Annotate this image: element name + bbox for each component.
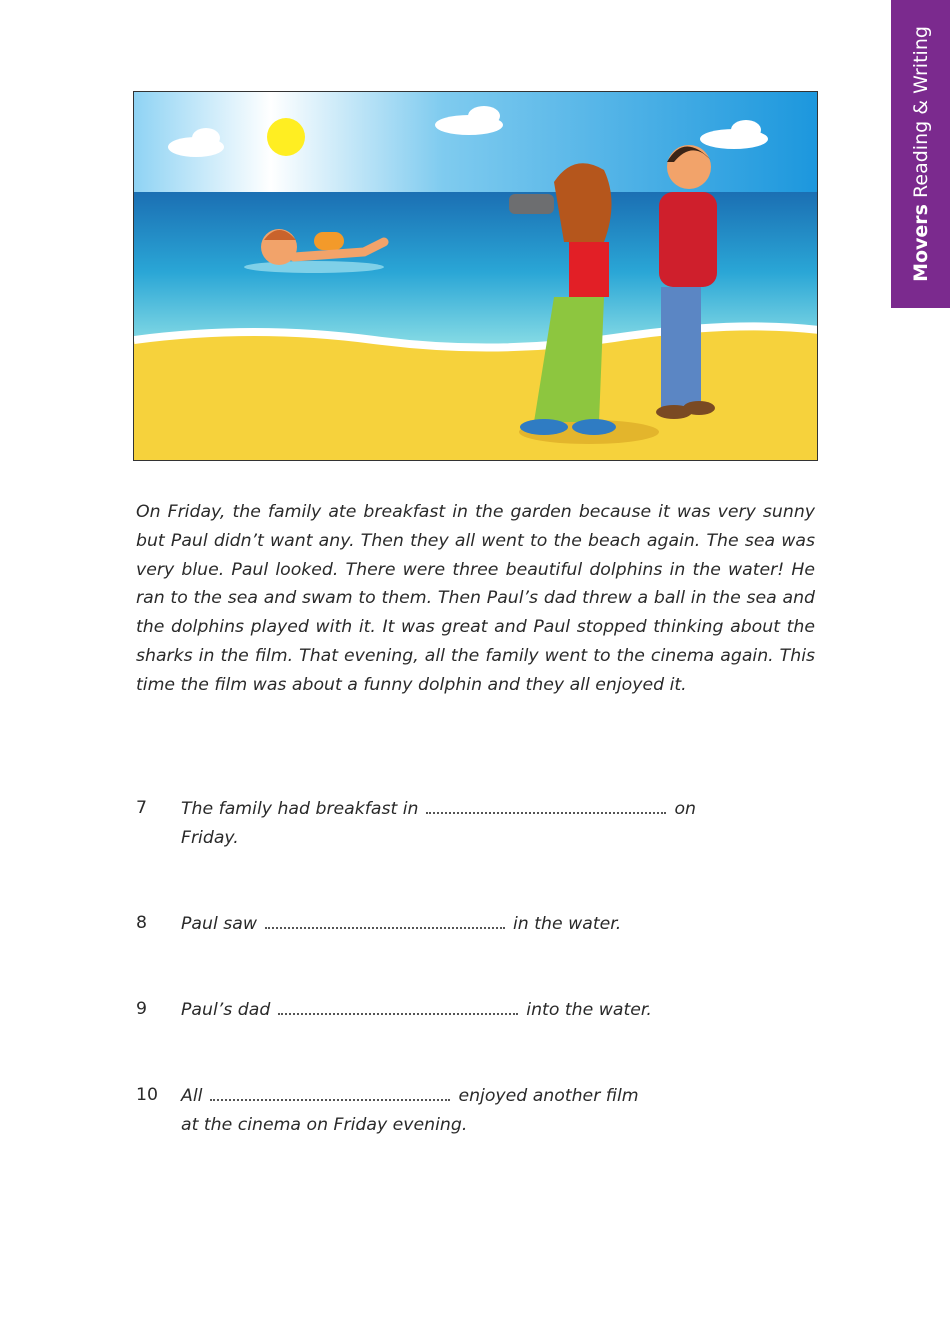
question-text: Friday. bbox=[181, 828, 239, 848]
beach-illustration bbox=[133, 91, 818, 461]
story-text: On Friday, the family ate breakfast in the garden because it was very sunny but Paul didn’t want any. Then they all went to the beach again. The sea was very blue. Paul looked. There were three beautiful dolphins in the water! He ran to the sea and swam to them. Then Paul’s dad threw a ball in the sea and the dolphins played with it. It was great and Paul stopped thinking about the sharks in the film. That evening, all the family went to the cinema again. This time the film was about a funny dolphin and they all enjoyed it. bbox=[136, 502, 815, 695]
beach-scene-svg bbox=[134, 92, 818, 461]
question-7 bbox=[136, 794, 836, 854]
answer-blank[interactable] bbox=[265, 909, 505, 929]
question-text: Paul’s dad bbox=[181, 1000, 271, 1020]
section-tab-label bbox=[910, 26, 932, 282]
answer-blank[interactable] bbox=[278, 995, 518, 1015]
question-9 bbox=[136, 995, 836, 1025]
question-number: 9 bbox=[136, 999, 147, 1019]
question-number: 7 bbox=[136, 798, 147, 818]
sun bbox=[267, 118, 305, 156]
question-text: The family had breakfast in bbox=[181, 799, 419, 819]
question-text: in the water. bbox=[513, 914, 622, 934]
question-text: into the water. bbox=[526, 1000, 652, 1020]
section-tab bbox=[891, 0, 950, 308]
question-text: All bbox=[181, 1086, 203, 1106]
question-text: enjoyed another film bbox=[458, 1086, 639, 1106]
question-text: Paul saw bbox=[181, 914, 257, 934]
question-10 bbox=[136, 1081, 836, 1141]
question-number: 8 bbox=[136, 913, 147, 933]
answer-blank[interactable] bbox=[210, 1081, 450, 1101]
level-label: Movers bbox=[909, 204, 932, 282]
question-8 bbox=[136, 909, 836, 939]
paper-label: Reading & Writing bbox=[909, 26, 932, 198]
question-text: on bbox=[674, 799, 697, 819]
question-text: at the cinema on Friday evening. bbox=[181, 1115, 468, 1135]
answer-blank[interactable] bbox=[426, 794, 666, 814]
question-number: 10 bbox=[136, 1085, 158, 1105]
